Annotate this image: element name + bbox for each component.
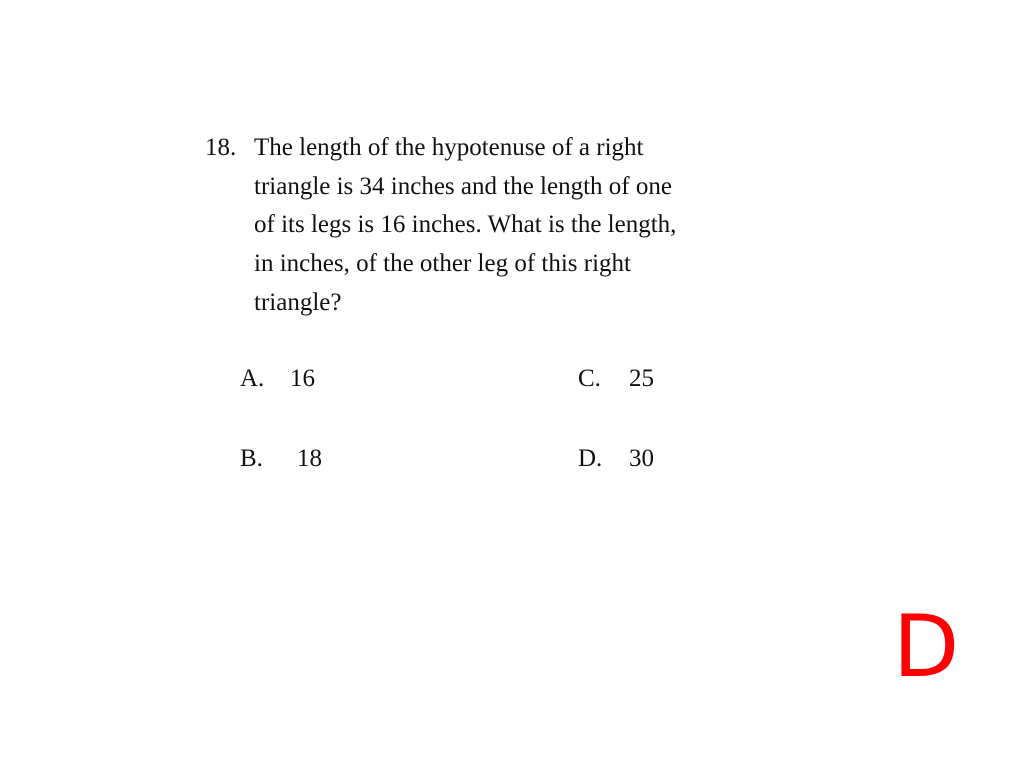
choice-d-letter: D. xyxy=(578,445,603,472)
choice-c xyxy=(578,364,654,394)
choice-c-letter: C. xyxy=(578,365,601,392)
question-line-2: triangle is 34 inches and the length of one xyxy=(254,173,672,200)
question-line-3: of its legs is 16 inches. What is the length, xyxy=(254,211,677,238)
choice-b-letter: B. xyxy=(240,445,263,472)
choice-b-value: 18 xyxy=(297,445,322,472)
choice-d xyxy=(578,444,654,474)
choice-a xyxy=(240,364,315,394)
choice-a-value: 16 xyxy=(290,365,315,392)
choice-c-value: 25 xyxy=(629,365,654,392)
answer-letter: D xyxy=(893,597,960,697)
question-line-4: in inches, of the other leg of this right xyxy=(254,250,632,277)
choice-b xyxy=(240,444,322,474)
question-line-1: The length of the hypotenuse of a right xyxy=(254,134,644,161)
choice-d-value: 30 xyxy=(629,445,654,472)
question-number: 18. xyxy=(205,134,237,161)
choice-a-letter: A. xyxy=(240,365,265,392)
question-line-5: triangle? xyxy=(254,289,342,316)
